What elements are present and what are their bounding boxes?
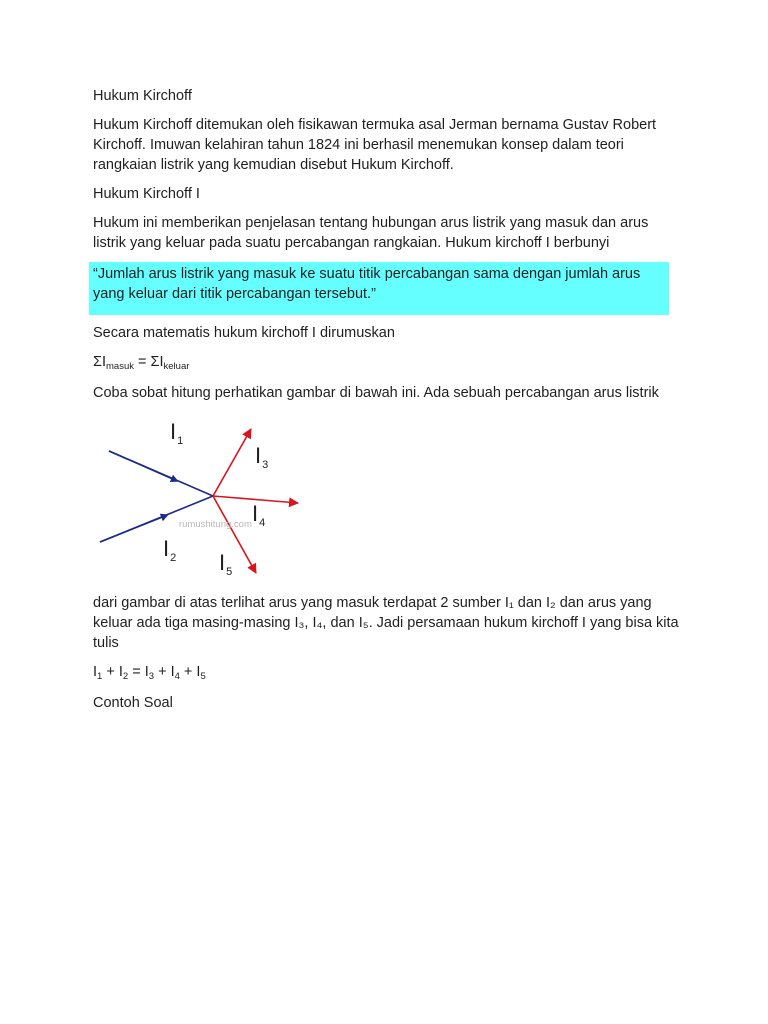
label-i1-main: I [170, 419, 177, 444]
label-i2 [163, 536, 176, 564]
label-i5-main: I [219, 550, 226, 575]
f2-t1: I [93, 664, 98, 680]
current-i3-arrow [213, 429, 251, 496]
f2-s2: 2 [122, 671, 129, 682]
label-i1-sub: 1 [177, 435, 184, 447]
label-i5-sub: 5 [226, 566, 233, 578]
label-i4-main: I [252, 501, 259, 526]
kirchoff-formula-expanded [93, 662, 683, 682]
label-i4-sub: 4 [259, 517, 266, 529]
label-i2-main: I [163, 536, 170, 561]
label-i2-sub: 2 [170, 552, 177, 564]
label-i1 [170, 419, 183, 447]
f2-s3: 3 [148, 671, 155, 682]
document-title: Hukum Kirchoff [93, 88, 192, 104]
label-i3-sub: 3 [262, 459, 269, 471]
current-i1-arrow [109, 451, 175, 480]
label-i3-main: I [255, 443, 262, 468]
formula-sigma-in: ΣI [93, 354, 106, 370]
formula-sub-masuk: masuk [106, 361, 134, 372]
section-paragraph: Hukum ini memberikan penjelasan tentang hubungan arus listrik yang masuk dan arus listrik yang keluar pada suatu percabangan rangkaian. Hukum kirchoff I berbunyi [93, 215, 649, 251]
f2-op2: = I [128, 664, 149, 680]
law-quote-highlight [89, 262, 669, 315]
math-intro-paragraph: Secara matematis hukum kirchoff I dirumuskan [93, 325, 395, 341]
section-title: Hukum Kirchoff I [93, 186, 200, 202]
label-i4 [252, 501, 265, 529]
label-i3 [255, 443, 268, 471]
after-figure-paragraph: dari gambar di atas terlihat arus yang masuk terdapat 2 sumber I₁ dan I₂ dan arus yang keluar ada tiga masing-masing I₃, I₄, dan I₅. Jadi persamaan hukum kirchoff I yang bisa kita tulis [93, 595, 679, 651]
label-i5 [219, 550, 232, 578]
formula-equals: = [133, 354, 151, 370]
f2-s4: 4 [174, 671, 180, 682]
kirchoff-formula-sum [93, 352, 683, 372]
example-title: Contoh Soal [93, 695, 173, 711]
f2-s1: 1 [97, 671, 103, 682]
formula-sigma-out: ΣI [150, 354, 164, 370]
intro-paragraph: Hukum Kirchoff ditemukan oleh fisikawan termuka asal Jerman bernama Gustav Robert Kirchoff. Imuwan kelahiran tahun 1824 ini berhasil menemukan konsep dalam teori rangkaian listrik yang kemudian disebut Hukum Kirchoff. [93, 117, 657, 173]
watermark-text: rumushitung.com [179, 519, 252, 530]
f2-s5: 5 [200, 671, 206, 682]
junction-diagram [97, 415, 317, 585]
f2-op3: + I [154, 664, 175, 680]
f2-op4: + I [179, 664, 201, 680]
current-i2-arrow [100, 516, 165, 542]
f2-op1: + I [102, 664, 123, 680]
junction-svg [97, 415, 317, 585]
document-page [93, 86, 683, 722]
formula-sub-keluar: keluar [163, 361, 190, 372]
figure-intro-paragraph: Coba sobat hitung perhatikan gambar di bawah ini. Ada sebuah percabangan arus listrik [93, 385, 659, 401]
law-quote-text: “Jumlah arus listrik yang masuk ke suatu titik percabangan sama dengan jumlah arus yang keluar dari titik percabangan tersebut.” [93, 266, 641, 302]
